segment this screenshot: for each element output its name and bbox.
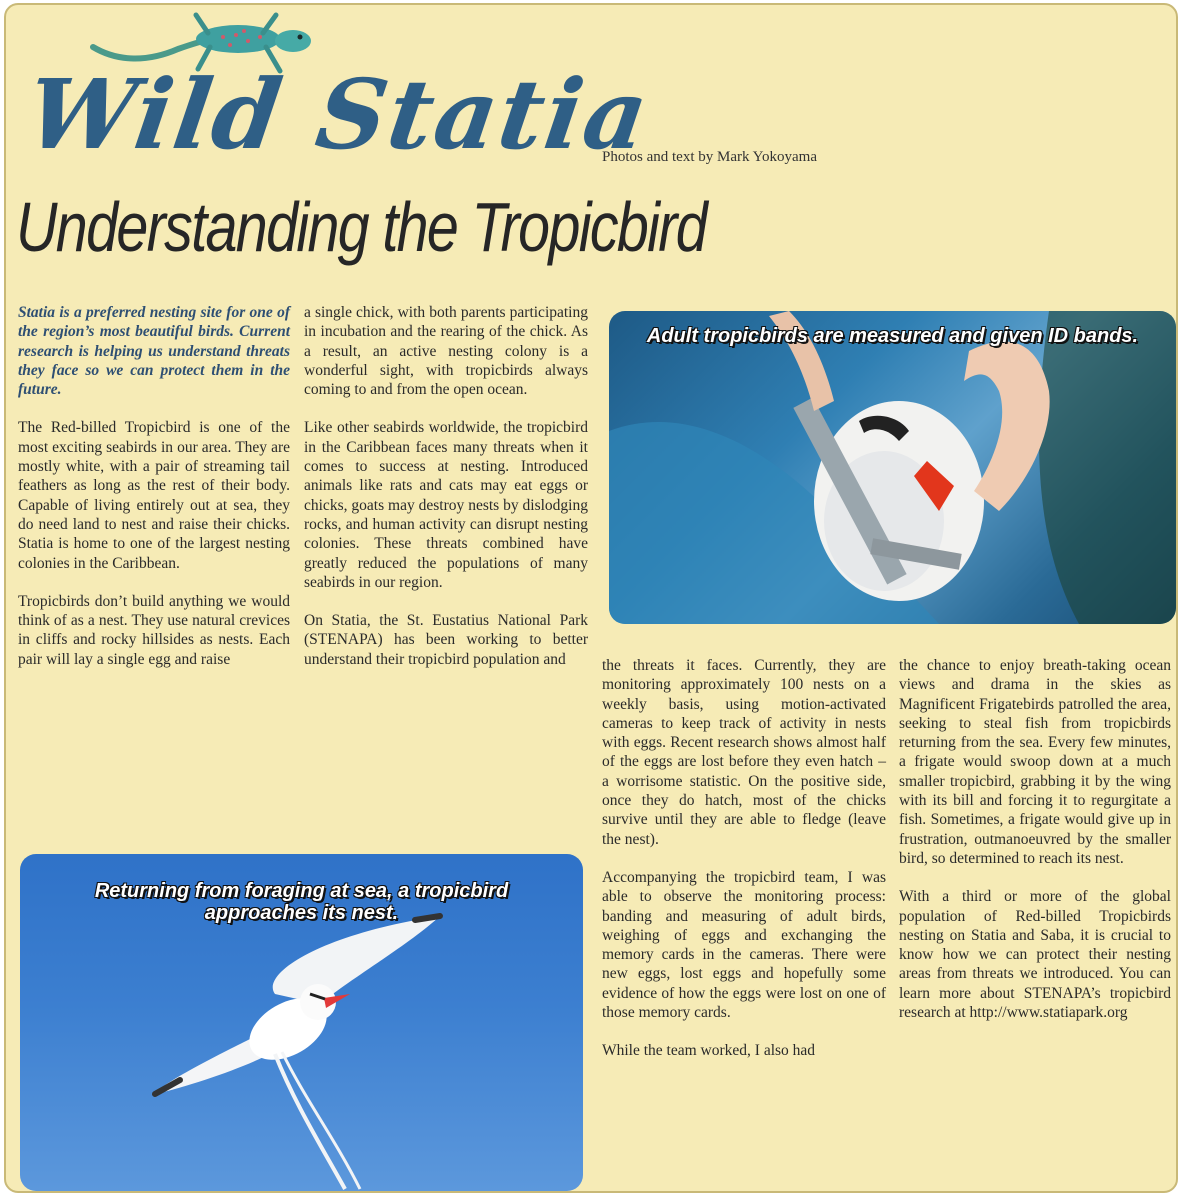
paragraph: Tropicbirds don’t build anything we would think of as a nest. They use natural crevices in cliffs and rocky hillsides as nests. Each pair will lay a single egg and raise bbox=[18, 592, 290, 668]
article-headline: Understanding the Tropicbird bbox=[16, 188, 707, 266]
article-column-3 bbox=[602, 656, 886, 1080]
bird-measuring-illustration bbox=[609, 311, 1176, 624]
byline: Photos and text by Mark Yokoyama bbox=[602, 149, 817, 165]
article-column-1 bbox=[18, 303, 290, 688]
paragraph: Accompanying the tropicbird team, I was able to observe the monitoring process: banding and measuring of adult birds, weighing of eggs and exchanging the memory cards in the cameras. There were new eggs, lost eggs and hopefully some evidence of how the eggs were lost on one of those memory cards. bbox=[602, 868, 886, 1022]
paragraph: the chance to enjoy breath-taking ocean views and drama in the skies as Magnificent Frigatebirds patrolled the area, seeking to steal fish from tropicbirds returning from the sea. Every few minutes, a frigate would swoop down at a much smaller tropicbird, grabbing it by the wing with its bill and forcing it to regurgitate a fish. Sometimes, a frigate would give up in frustration, outmanoeuvred by the smaller bird, so determined to reach its nest. bbox=[899, 657, 1171, 867]
paragraph: Like other seabirds worldwide, the tropicbird in the Caribbean faces many threats when it comes to success at nesting. Introduced animals like rats and cats may eat eggs or chicks, goats may destroy nests by dislodging rocks, and human activity can disrupt nesting colonies. These threats combined have greatly reduced the populations of many seabirds in our region. bbox=[304, 419, 588, 591]
paragraph: On Statia, the St. Eustatius National Park (STENAPA) has been working to better understand their tropicbird population and bbox=[304, 612, 588, 668]
paragraph: With a third or more of the global population of Red-billed Tropicbirds nesting on Statia and Saba, it is crucial to know how we can protect their nesting areas from threats we introduced. You can learn more about STENAPA’s tropicbird research at http://www.statiapark.org bbox=[899, 888, 1171, 1022]
photo-bird-measuring bbox=[609, 311, 1176, 624]
paragraph: The Red-billed Tropicbird is one of the most exciting seabirds in our area. They are mostly white, with a pair of streaming tail feathers as long as the rest of their body. Capable of living entirely out at sea, they do need land to nest and raise their chicks. Statia is home to one of the largest nesting colonies in the Caribbean. bbox=[18, 419, 290, 572]
paragraph: a single chick, with both parents participating in incubation and the rearing of the chick. As a result, an active nesting colony is a wonderful sight, with tropicbirds always coming to and from the open ocean. bbox=[304, 304, 588, 399]
photo-caption: Returning from foraging at sea, a tropicbird approaches its nest. bbox=[94, 880, 509, 924]
paragraph: While the team worked, I also had bbox=[602, 1042, 816, 1060]
photo-tropicbird-flight bbox=[20, 854, 583, 1191]
photo-caption: Adult tropicbirds are measured and given ID bands. bbox=[646, 325, 1139, 347]
paragraph: the threats it faces. Currently, they are monitoring approximately 100 nests on a weekly basis, using motion-activated cameras to keep track of activity in nests with eggs. Recent research shows almost half of the eggs are lost before they even hatch – a worrisome statistic. On the positive side, once they do hatch, most of the chicks survive until they are able to fledge (leave the nest). bbox=[602, 657, 886, 848]
article-column-2 bbox=[304, 303, 588, 688]
magazine-page bbox=[4, 3, 1178, 1193]
brand-logo: Wild Statia bbox=[20, 58, 657, 171]
article-lede: Statia is a preferred nesting site for one of the region’s most beautiful birds. Current research is helping us understand threats they face so we can protect them in the future. bbox=[18, 304, 290, 399]
article-column-4 bbox=[899, 656, 1171, 1041]
